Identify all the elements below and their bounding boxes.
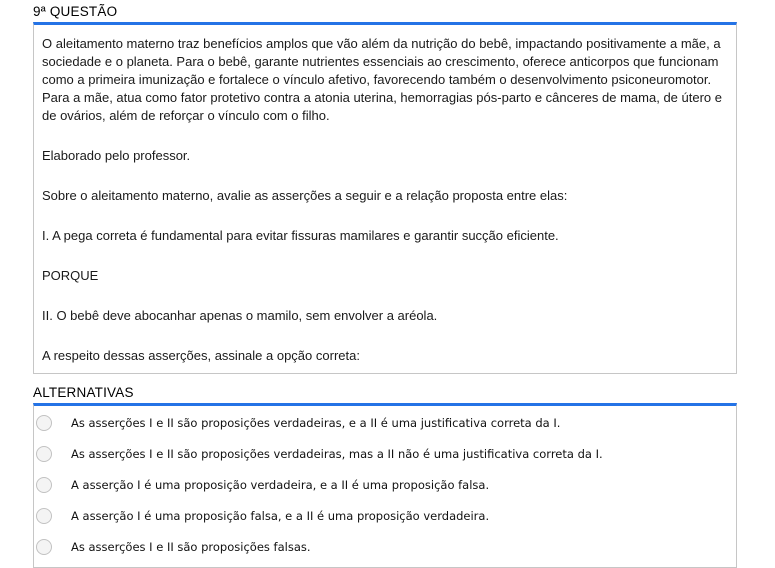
alternatives-section — [33, 384, 737, 568]
question-number-header: 9ª QUESTÃO — [33, 4, 118, 19]
alternative-option-3[interactable] — [34, 469, 736, 500]
radio-button-option-3[interactable] — [36, 477, 52, 493]
alternative-label-5[interactable]: As asserções I e II são proposições falsas. — [71, 539, 311, 554]
alternatives-box — [33, 403, 737, 568]
porque-connector: PORQUE — [42, 268, 99, 283]
assertion-two: II. O bebê deve abocanhar apenas o mamilo, sem envolver a aréola. — [42, 308, 438, 323]
alternative-label-3[interactable]: A asserção I é uma proposição verdadeira, e a II é uma proposição falsa. — [71, 477, 490, 492]
alternative-option-5[interactable] — [34, 531, 736, 562]
question-statement-box — [33, 22, 737, 374]
alternative-option-1[interactable] — [34, 407, 736, 438]
assertion-one: I. A pega correta é fundamental para evitar fissuras mamilares e garantir sucção eficiente. — [42, 228, 559, 243]
question-intro-paragraph: O aleitamento materno traz benefícios amplos que vão além da nutrição do bebê, impactando positivamente a mãe, a sociedade e o planeta. Para o bebê, garante nutrientes essenciais ao crescimento, oferece anticorpos que funcionam como a primeira imunização e fortalece o vínculo afetivo, favorecendo também o desenvolvimento psiconeuromotor. Para a mãe, atua como fator protetivo contra a atonia uterina, hemorragias pós-parto e cânceres de mama, de útero e de ovários, além de reforçar o vínculo com o filho. — [42, 36, 722, 123]
radio-button-option-4[interactable] — [36, 508, 52, 524]
radio-button-option-5[interactable] — [36, 539, 52, 555]
alternative-option-2[interactable] — [34, 438, 736, 469]
alternative-label-2[interactable]: As asserções I e II são proposições verdadeiras, mas a II não é uma justificativa correta da I. — [71, 446, 603, 461]
question-source-line: Elaborado pelo professor. — [42, 148, 191, 163]
alternatives-header: ALTERNATIVAS — [33, 385, 134, 400]
alternative-label-4[interactable]: A asserção I é uma proposição falsa, e a II é uma proposição verdadeira. — [71, 508, 490, 523]
question-instruction-line: Sobre o aleitamento materno, avalie as asserções a seguir e a relação proposta entre elas: — [42, 188, 568, 203]
alternative-option-4[interactable] — [34, 500, 736, 531]
question-final-instruction: A respeito dessas asserções, assinale a opção correta: — [42, 348, 360, 363]
radio-button-option-2[interactable] — [36, 446, 52, 462]
alternative-label-1[interactable]: As asserções I e II são proposições verdadeiras, e a II é uma justificativa correta da I. — [71, 415, 561, 430]
radio-button-option-1[interactable] — [36, 415, 52, 431]
